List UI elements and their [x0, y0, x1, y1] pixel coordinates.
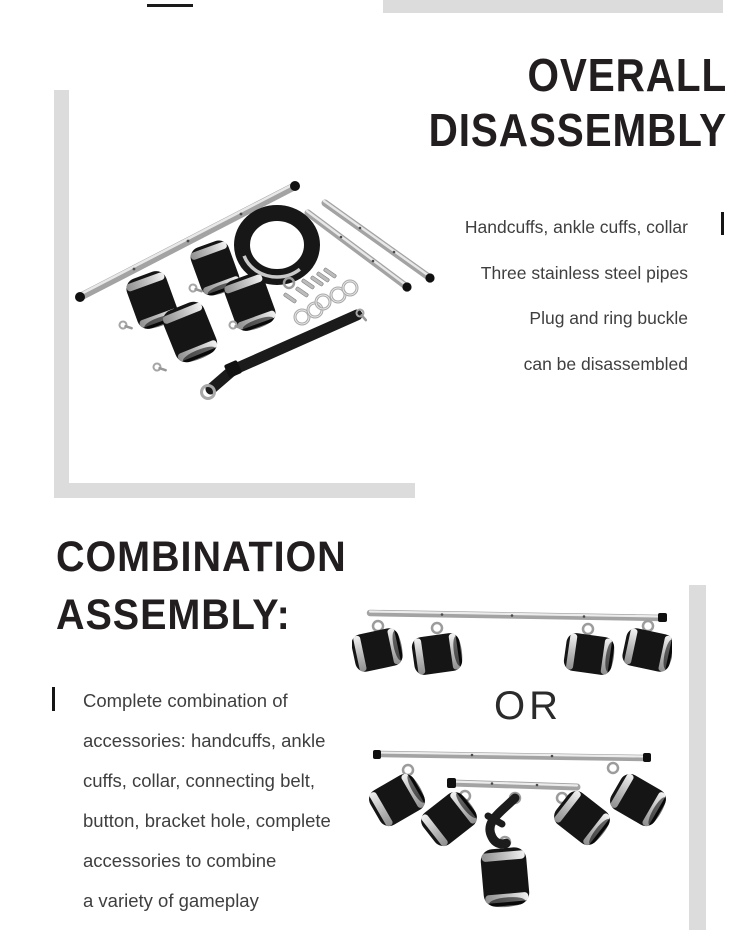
- feature-line: Plug and ring buckle: [529, 308, 688, 328]
- title-line: COMBINATION: [56, 533, 347, 581]
- or-label: OR: [494, 684, 562, 728]
- long-spreader-bar: [373, 750, 651, 762]
- description-line: button, bracket hole, complete: [83, 810, 331, 831]
- feature-list: [465, 205, 688, 387]
- connecting-strap: [202, 309, 368, 399]
- top-accent-band: [383, 0, 723, 13]
- hanging-rings: [373, 621, 653, 634]
- title-line: ASSEMBLY:: [56, 591, 291, 639]
- overall-disassembly-title: [429, 48, 727, 158]
- top-accent-line: [147, 4, 193, 7]
- right-accent-bar: [689, 585, 706, 930]
- text-cursor-mark: [52, 687, 55, 711]
- description-line: accessories: handcuffs, ankle: [83, 730, 326, 751]
- feature-line: Three stainless steel pipes: [480, 262, 688, 283]
- spreader-bar: [370, 612, 667, 623]
- long-steel-pipe: [75, 181, 300, 302]
- wrist-ankle-cuffs: [119, 237, 280, 373]
- hanging-cuffs: [365, 770, 671, 909]
- description-line: Complete combination of: [83, 690, 288, 711]
- photo-corner-frame-horizontal: [54, 483, 415, 498]
- short-spreader-bar: [447, 778, 577, 788]
- combination-assembly-title: [56, 528, 347, 644]
- feature-line: Handcuffs, ankle cuffs, collar: [464, 217, 688, 237]
- photo-corner-frame-vertical: [54, 90, 69, 497]
- double-bar-full-set-photo: [352, 738, 672, 930]
- text-cursor-mark: [721, 212, 724, 235]
- description-line: cuffs, collar, connecting belt,: [83, 770, 316, 791]
- description-line: accessories to combine: [83, 850, 277, 871]
- title-line: DISASSEMBLY: [428, 104, 727, 156]
- title-line: OVERALL: [527, 49, 727, 101]
- spreader-bar-with-four-cuffs-photo: [352, 582, 672, 692]
- description-line: a variety of gameplay: [83, 890, 259, 911]
- feature-line: can be disassembled: [523, 353, 688, 374]
- description-text: [83, 681, 331, 921]
- disassembled-kit-photo: [70, 160, 445, 425]
- hanging-cuffs: [352, 626, 672, 676]
